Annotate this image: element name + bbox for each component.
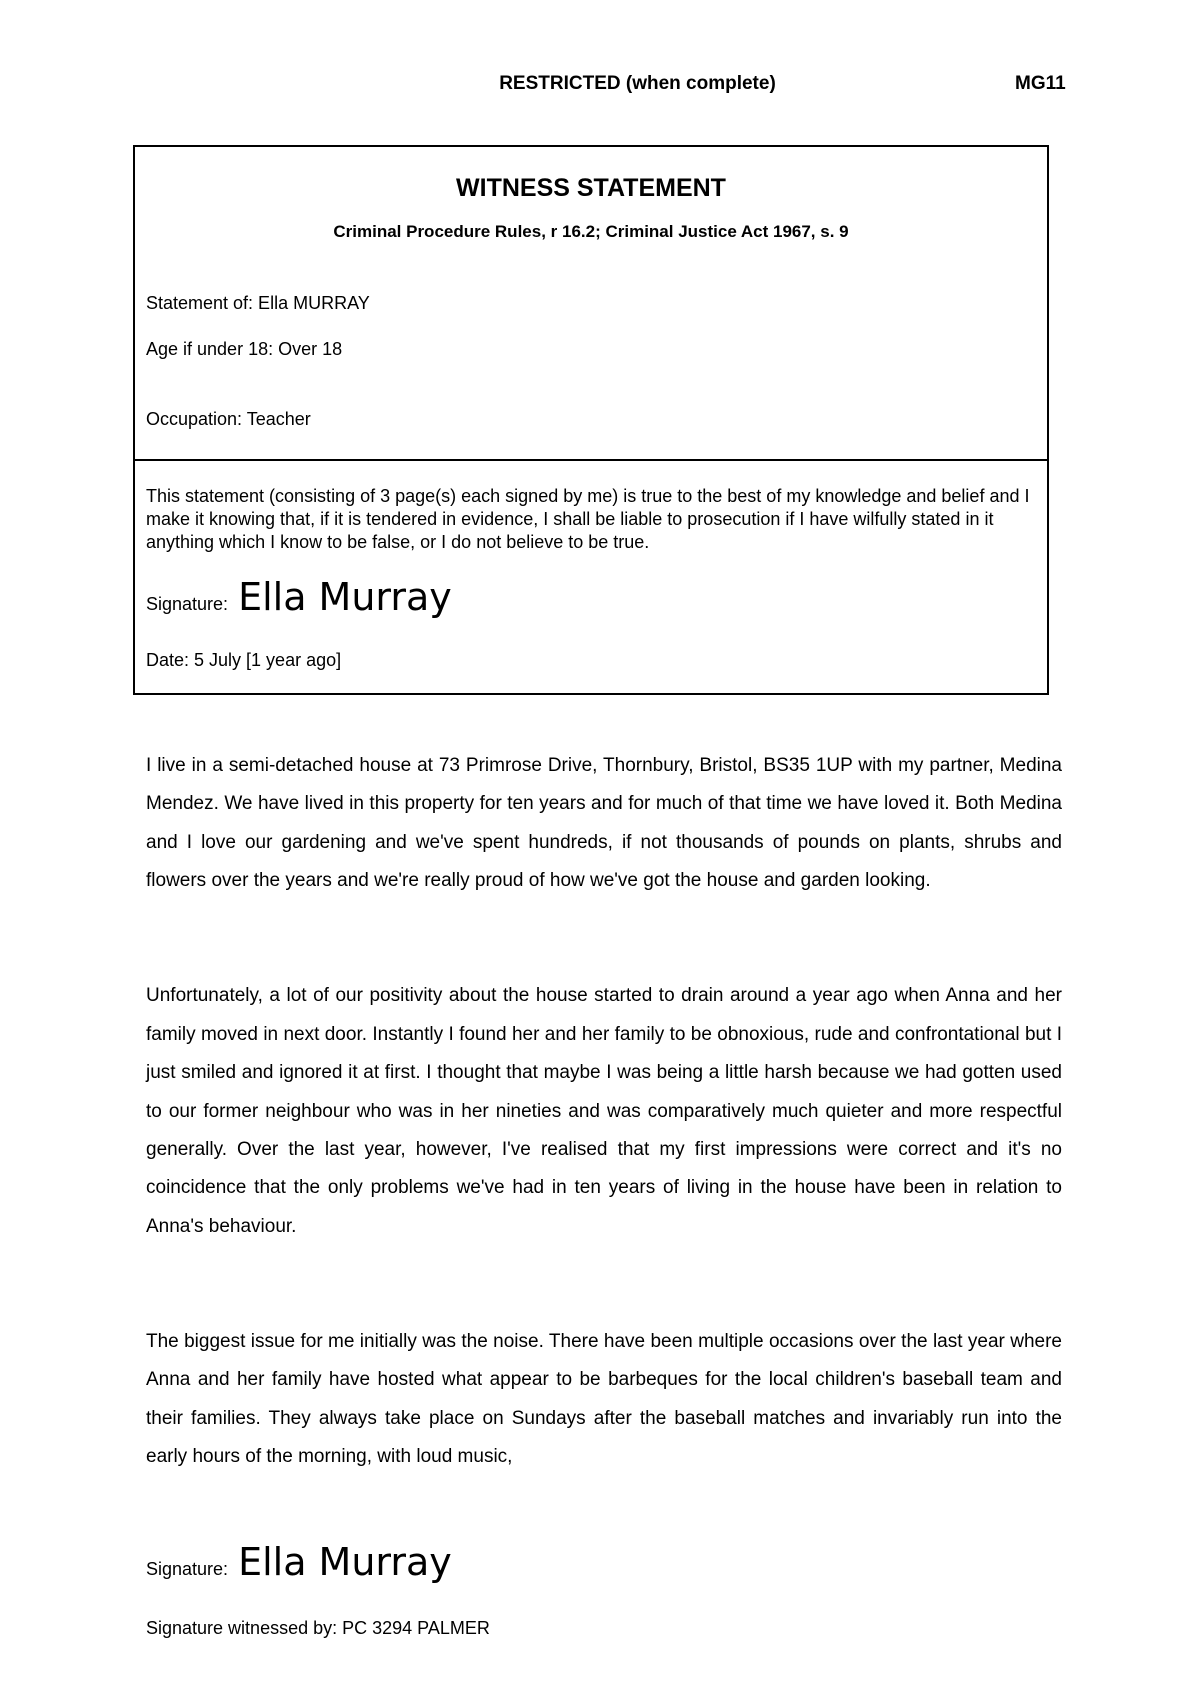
footer-signature-row: [146, 1540, 452, 1584]
box-divider: [135, 459, 1047, 461]
body-paragraph: The biggest issue for me initially was the noise. There have been multiple occasions over the last year where Anna and her family have hosted what appear to be barbeques for the local children's baseball team and their families. They always take place on Sundays after the baseball matches and invariably run into the early hours of the morning, with loud music,: [146, 1331, 1062, 1468]
signature-witnessed-by: Signature witnessed by: PC 3294 PALMER: [146, 1618, 490, 1638]
body-paragraph: Unfortunately, a lot of our positivity about the house started to drain around a year ago when Anna and her family moved in next door. Instantly I found her and her family to be obnoxious, rude and confrontational but I just smiled and ignored it at first. I thought that maybe I was being a little harsh because we had gotten used to our former neighbour who was in her nineties and was comparatively much quieter and more respectful generally. Over the last year, however, I've realised that my first impressions were correct and it's no coincidence that the only problems we've had in ten years of living in the house have been in relation to Anna's behaviour.: [146, 985, 1062, 1237]
witness-statement-box: [133, 145, 1049, 695]
form-code: MG11: [1015, 73, 1066, 94]
restricted-classification: RESTRICTED (when complete): [499, 73, 776, 94]
age-field: Age if under 18: Over 18: [146, 339, 343, 359]
form-title: WITNESS STATEMENT: [456, 174, 726, 202]
signature-label: Signature:: [146, 594, 229, 614]
body-paragraph: I live in a semi-detached house at 73 Primrose Drive, Thornbury, Bristol, BS35 1UP with my partner, Medina Mendez. We have lived in this property for ten years and for much of that time we have loved it. Both Medina and I love our gardening and we've spent hundreds, if not thousands of pounds on plants, shrubs and flowers over the years and we're really proud of how we've got the house and garden looking.: [146, 755, 1062, 892]
signature-value: Ella Murray: [238, 575, 452, 619]
statement-of-field: Statement of: Ella MURRAY: [146, 293, 370, 313]
occupation-field: Occupation: Teacher: [146, 409, 311, 429]
date-field: Date: 5 July [1 year ago]: [146, 650, 342, 670]
statement-body: [146, 747, 1062, 1477]
declaration-text: This statement (consisting of 3 page(s) each signed by me) is true to the best of my knowledge and belief and I make it knowing that, if it is tendered in evidence, I shall be liable to prosecution if I have wilfully stated in it anything which I know to be false, or I do not believe to be true.: [146, 486, 1030, 552]
footer-signature-label: Signature:: [146, 1559, 229, 1579]
signature-row: [146, 575, 452, 619]
form-subtitle: Criminal Procedure Rules, r 16.2; Criminal Justice Act 1967, s. 9: [333, 222, 849, 241]
footer-signature-value: Ella Murray: [238, 1540, 452, 1584]
